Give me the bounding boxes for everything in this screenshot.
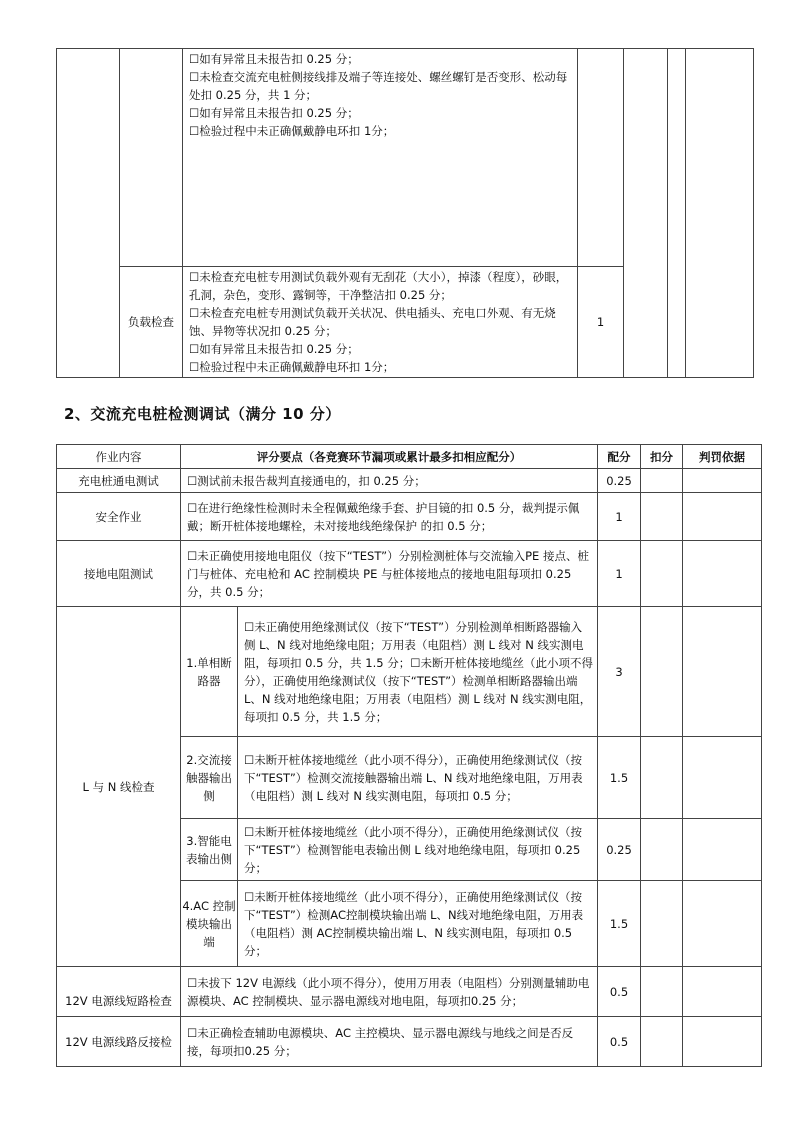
criteria-power-on-test: ☐测试前未报告裁判直接通电的，扣 0.25 分； bbox=[181, 469, 598, 493]
criteria-12v-short: ☐未拔下 12V 电源线（此小项不得分），使用万用表（电阻档）分别测量辅助电源模块、AC 控制模块、显示器电源线对地电阻，每项扣0.25 分； bbox=[181, 967, 598, 1017]
score-ground-resistance: 1 bbox=[598, 541, 641, 607]
score-ac-module: 1.5 bbox=[598, 881, 641, 967]
header-basis: 判罚依据 bbox=[683, 445, 762, 469]
item-12v-reverse: 12V 电源线路反接检 bbox=[57, 1017, 181, 1067]
score-cell bbox=[578, 49, 624, 267]
sub-item-breaker: 1.单相断路器 bbox=[181, 607, 238, 737]
sub-item-meter: 3.智能电表输出侧 bbox=[181, 819, 238, 881]
score-power-on-test: 0.25 bbox=[598, 469, 641, 493]
score-12v-short: 0.5 bbox=[598, 967, 641, 1017]
score-contactor: 1.5 bbox=[598, 737, 641, 819]
score-12v-reverse: 0.5 bbox=[598, 1017, 641, 1067]
criteria-cell: ☐如有异常且未报告扣 0.25 分； ☐未检查交流充电桩侧接线排及端子等连接处、螺丝螺钉是否变形、松动每处扣 0.25 分，共 1 分； ☐如有异常且未报告扣 0.25 分； ☐检验过程中未正确佩戴静电环扣 1分； bbox=[183, 49, 578, 267]
criteria-ground-resistance: ☐未正确使用接地电阻仪（按下“TEST”）分别检测桩体与交流输入PE 接点、桩门与桩体、充电枪和 AC 控制模块 PE 与桩体接地点的接地电阻每项扣 0.25 分，共 0.5 分； bbox=[181, 541, 598, 607]
header-criteria: 评分要点（各竞赛环节漏项或累计最多扣相应配分） bbox=[181, 445, 598, 469]
score-safety: 1 bbox=[598, 493, 641, 541]
score-load-check: 1 bbox=[578, 267, 624, 378]
score-breaker: 3 bbox=[598, 607, 641, 737]
item-12v-short: 12V 电源线短路检查 bbox=[57, 967, 181, 1017]
criteria-contactor: ☐未断开桩体接地缆丝（此小项不得分），正确使用绝缘测试仪（按下“TEST”）检测交流接触器输出端 L、N 线对地绝缘电阻，万用表（电阻档）测 L 线对 N 线实测电阻，每项扣 0.5 分； bbox=[238, 737, 598, 819]
table-continuation bbox=[56, 48, 754, 378]
deduct-cell bbox=[624, 49, 668, 378]
header-score: 配分 bbox=[598, 445, 641, 469]
criteria-meter: ☐未断开桩体接地缆丝（此小项不得分），正确使用绝缘测试仪（按下“TEST”）检测智能电表输出侧 L 线对地绝缘电阻，每项扣 0.25 分； bbox=[238, 819, 598, 881]
sub-item-ac-module: 4.AC 控制模块输出端 bbox=[181, 881, 238, 967]
header-deduct: 扣分 bbox=[641, 445, 683, 469]
deduct-sub-cell bbox=[668, 49, 686, 378]
category-cell bbox=[57, 49, 120, 378]
item-ground-resistance: 接地电阻测试 bbox=[57, 541, 181, 607]
section-title: 2、交流充电桩检测调试（满分 10 分） bbox=[64, 405, 341, 423]
criteria-ac-module: ☐未断开桩体接地缆丝（此小项不得分），正确使用绝缘测试仪（按下“TEST”）检测AC控制模块输出端 L、N线对地绝缘电阻，万用表（电阻档）测 AC控制模块输出端 L、N 线实测电阻，每项扣 0.5分； bbox=[238, 881, 598, 967]
item-ln-check: L 与 N 线检查 bbox=[57, 607, 181, 967]
item-power-on-test: 充电桩通电测试 bbox=[57, 469, 181, 493]
criteria-safety: ☐在进行绝缘性检测时未全程佩戴绝缘手套、护目镜的扣 0.5 分，裁判提示佩戴；断开桩体接地螺栓，未对接地线绝缘保护 的扣 0.5 分； bbox=[181, 493, 598, 541]
basis-cell bbox=[686, 49, 754, 378]
sub-item-contactor: 2.交流接触器输出侧 bbox=[181, 737, 238, 819]
item-safety: 安全作业 bbox=[57, 493, 181, 541]
score-meter: 0.25 bbox=[598, 819, 641, 881]
criteria-12v-reverse: ☐未正确检查辅助电源模块、AC 主控模块、显示器电源线与地线之间是否反接，每项扣0.25 分； bbox=[181, 1017, 598, 1067]
header-item: 作业内容 bbox=[57, 445, 181, 469]
item-load-check: 负载检查 bbox=[120, 267, 183, 378]
criteria-breaker: ☐未正确使用绝缘测试仪（按下“TEST”）分别检测单相断路器输入侧 L、N 线对地绝缘电阻；万用表（电阻档）测 L 线对 N 线实测电阻，每项扣 0.5 分，共 1.5 分；☐未断开桩体接地缆丝（此小项不得分），正确使用绝缘测试仪（按下“TEST”）检测单相断路器输出端 L、N 线对地绝缘电阻；万用表（电阻档）测 L 线对 N 线实测电阻，每项扣 0.5 分，共 1.5 分； bbox=[238, 607, 598, 737]
criteria-load-check: ☐未检查充电桩专用测试负载外观有无刮花（大小），掉漆（程度），砂眼，孔洞，杂色，变形、露铜等，干净整洁扣 0.25 分； ☐未检查充电桩专用测试负载开关状况、供电插头、充电口外观、有无烧蚀、异物等状况扣 0.25 分； ☐如有异常且未报告扣 0.25 分； ☐检验过程中未正确佩戴静电环扣 1分； bbox=[183, 267, 578, 378]
scoring-table bbox=[56, 444, 762, 1067]
item-cell bbox=[120, 49, 183, 267]
